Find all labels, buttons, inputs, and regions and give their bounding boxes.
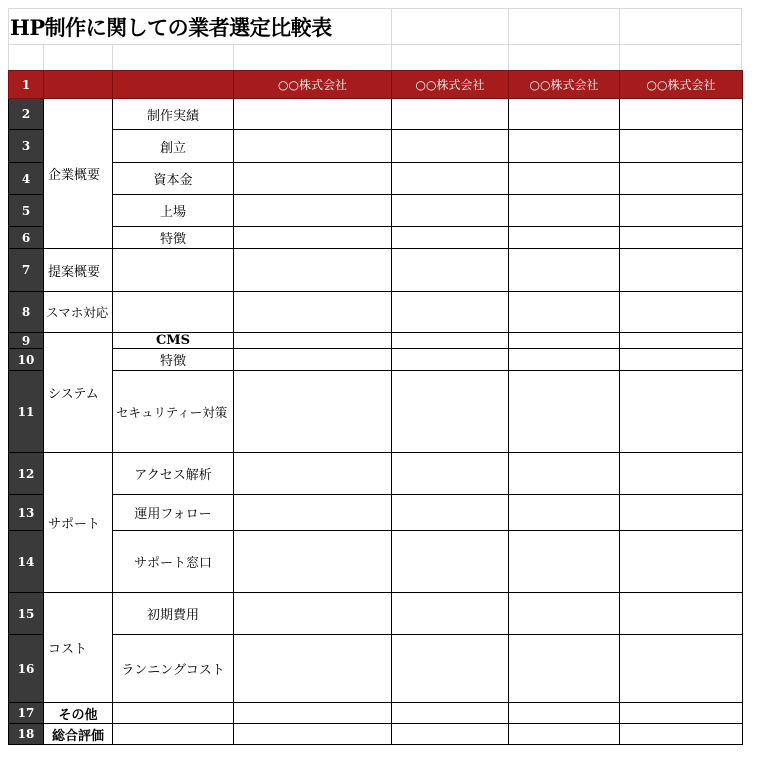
company-2-cell[interactable]: [392, 333, 509, 349]
company-4-cell[interactable]: [620, 99, 743, 130]
company-4-cell[interactable]: [620, 195, 743, 227]
table-row: [9, 292, 743, 333]
company-1-cell[interactable]: [234, 495, 392, 531]
item-cell[interactable]: [113, 724, 234, 745]
company-1-cell[interactable]: [234, 453, 392, 495]
item-cell[interactable]: セキュリティー対策: [113, 371, 234, 453]
row-number[interactable]: 6: [9, 227, 44, 249]
company-2-cell[interactable]: [392, 531, 509, 593]
row-number[interactable]: 12: [9, 453, 44, 495]
company-3-cell[interactable]: [509, 635, 620, 703]
row-number[interactable]: 13: [9, 495, 44, 531]
company-3-cell[interactable]: [509, 349, 620, 371]
company-4-cell[interactable]: [620, 349, 743, 371]
company-1-cell[interactable]: [234, 531, 392, 593]
table-row: [9, 495, 743, 531]
company-4-cell[interactable]: [620, 635, 743, 703]
item-cell[interactable]: [113, 292, 234, 333]
company-1-cell[interactable]: [234, 163, 392, 195]
row-number[interactable]: 18: [9, 724, 44, 745]
company-2-cell[interactable]: [392, 249, 509, 292]
company-2-cell[interactable]: [392, 349, 509, 371]
company-2-cell[interactable]: [392, 724, 509, 745]
item-cell[interactable]: [113, 249, 234, 292]
table-row: [9, 703, 743, 724]
company-4-cell[interactable]: [620, 163, 743, 195]
company-3-cell[interactable]: [509, 453, 620, 495]
item-cell[interactable]: 特徴: [113, 349, 234, 371]
company-4-cell[interactable]: [620, 333, 743, 349]
header-company-3[interactable]: ○○株式会社: [509, 71, 620, 99]
table-row: [9, 163, 743, 195]
item-cell[interactable]: 特徴: [113, 227, 234, 249]
category-cell[interactable]: 総合評価: [44, 724, 113, 745]
table-row: [9, 724, 743, 745]
company-2-cell[interactable]: [392, 99, 509, 130]
row-number[interactable]: 10: [9, 349, 44, 371]
table-row: [9, 593, 743, 635]
header-company-1[interactable]: ○○株式会社: [234, 71, 392, 99]
item-cell[interactable]: 運用フォロー: [113, 495, 234, 531]
item-cell[interactable]: サポート窓口: [113, 531, 234, 593]
row-number[interactable]: 17: [9, 703, 44, 724]
company-3-cell[interactable]: [509, 249, 620, 292]
item-cell[interactable]: [113, 703, 234, 724]
table-row: [9, 249, 743, 292]
company-3-cell[interactable]: [509, 593, 620, 635]
company-4-cell[interactable]: [620, 531, 743, 593]
company-3-cell[interactable]: [509, 292, 620, 333]
category-cell[interactable]: 企業概要: [44, 99, 113, 249]
item-cell[interactable]: 資本金: [113, 163, 234, 195]
category-cell[interactable]: スマホ対応: [44, 292, 113, 333]
company-4-cell[interactable]: [620, 371, 743, 453]
item-cell[interactable]: 制作実績: [113, 99, 234, 130]
item-cell[interactable]: ランニングコスト: [113, 635, 234, 703]
category-cell[interactable]: その他: [44, 703, 113, 724]
company-3-cell[interactable]: [509, 227, 620, 249]
item-cell[interactable]: CMS: [113, 333, 234, 349]
company-1-cell[interactable]: [234, 371, 392, 453]
table-row: [9, 453, 743, 495]
category-cell[interactable]: サポート: [44, 453, 113, 593]
company-4-cell[interactable]: [620, 453, 743, 495]
table-row: [9, 371, 743, 453]
company-4-cell[interactable]: [620, 130, 743, 163]
row-number[interactable]: 3: [9, 130, 44, 163]
company-4-cell[interactable]: [620, 227, 743, 249]
row-number[interactable]: 15: [9, 593, 44, 635]
category-cell[interactable]: システム: [44, 333, 113, 453]
row-number[interactable]: 8: [9, 292, 44, 333]
company-1-cell[interactable]: [234, 593, 392, 635]
table-row: [9, 333, 743, 349]
company-2-cell[interactable]: [392, 635, 509, 703]
company-3-cell[interactable]: [509, 703, 620, 724]
company-4-cell[interactable]: [620, 724, 743, 745]
row-number[interactable]: 2: [9, 99, 44, 130]
company-2-cell[interactable]: [392, 292, 509, 333]
company-1-cell[interactable]: [234, 249, 392, 292]
company-2-cell[interactable]: [392, 163, 509, 195]
row-number[interactable]: 9: [9, 333, 44, 349]
title-area: [8, 8, 742, 70]
category-cell[interactable]: 提案概要: [44, 249, 113, 292]
row-number[interactable]: 5: [9, 195, 44, 227]
row-number[interactable]: 11: [9, 371, 44, 453]
company-1-cell[interactable]: [234, 195, 392, 227]
company-3-cell[interactable]: [509, 724, 620, 745]
row-number[interactable]: 16: [9, 635, 44, 703]
header-cell-item[interactable]: [113, 71, 234, 99]
table-row: [9, 195, 743, 227]
company-3-cell[interactable]: [509, 531, 620, 593]
company-4-cell[interactable]: [620, 703, 743, 724]
company-3-cell[interactable]: [509, 163, 620, 195]
company-1-cell[interactable]: [234, 724, 392, 745]
company-1-cell[interactable]: [234, 703, 392, 724]
company-4-cell[interactable]: [620, 292, 743, 333]
row-number[interactable]: 1: [9, 71, 44, 99]
row-number[interactable]: 7: [9, 249, 44, 292]
header-company-4[interactable]: ○○株式会社: [620, 71, 743, 99]
table-row: [9, 227, 743, 249]
item-cell[interactable]: 上場: [113, 195, 234, 227]
item-cell[interactable]: 初期費用: [113, 593, 234, 635]
comparison-table: [8, 70, 743, 745]
company-2-cell[interactable]: [392, 130, 509, 163]
header-cell-category[interactable]: [44, 71, 113, 99]
company-1-cell[interactable]: [234, 130, 392, 163]
category-cell[interactable]: コスト: [44, 593, 113, 703]
item-cell[interactable]: 創立: [113, 130, 234, 163]
table-row: [9, 99, 743, 130]
company-3-cell[interactable]: [509, 495, 620, 531]
table-row: [9, 130, 743, 163]
table-row: [9, 531, 743, 593]
header-company-2[interactable]: ○○株式会社: [392, 71, 509, 99]
company-3-cell[interactable]: [509, 333, 620, 349]
company-3-cell[interactable]: [509, 99, 620, 130]
company-2-cell[interactable]: [392, 703, 509, 724]
sheet-title[interactable]: HP制作に関しての業者選定比較表: [10, 15, 332, 40]
company-1-cell[interactable]: [234, 333, 392, 349]
row-number[interactable]: 14: [9, 531, 44, 593]
company-4-cell[interactable]: [620, 495, 743, 531]
row-number[interactable]: 4: [9, 163, 44, 195]
company-1-cell[interactable]: [234, 227, 392, 249]
company-2-cell[interactable]: [392, 593, 509, 635]
header-row: [9, 71, 743, 99]
company-2-cell[interactable]: [392, 195, 509, 227]
company-4-cell[interactable]: [620, 249, 743, 292]
company-2-cell[interactable]: [392, 371, 509, 453]
company-2-cell[interactable]: [392, 495, 509, 531]
item-cell[interactable]: アクセス解析: [113, 453, 234, 495]
company-3-cell[interactable]: [509, 371, 620, 453]
company-1-cell[interactable]: [234, 99, 392, 130]
company-3-cell[interactable]: [509, 195, 620, 227]
company-1-cell[interactable]: [234, 292, 392, 333]
company-4-cell[interactable]: [620, 593, 743, 635]
company-1-cell[interactable]: [234, 349, 392, 371]
table-row: [9, 349, 743, 371]
table-row: [9, 635, 743, 703]
company-2-cell[interactable]: [392, 453, 509, 495]
company-3-cell[interactable]: [509, 130, 620, 163]
company-2-cell[interactable]: [392, 227, 509, 249]
company-1-cell[interactable]: [234, 635, 392, 703]
